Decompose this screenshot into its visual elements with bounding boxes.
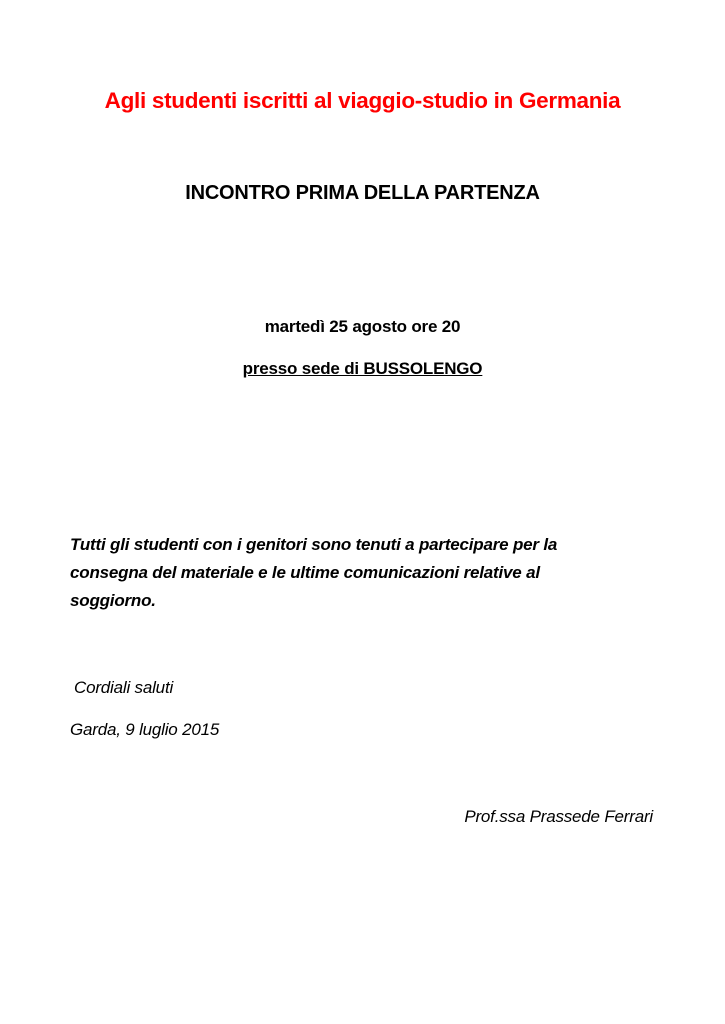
closing-greeting: Cordiali saluti — [74, 678, 174, 697]
place-and-date: Garda, 9 luglio 2015 — [70, 720, 220, 739]
notice-title: Agli studenti iscritti al viaggio-studio in Germania — [104, 88, 621, 113]
notice-subtitle: INCONTRO PRIMA DELLA PARTENZA — [185, 182, 540, 204]
notice-body: Tutti gli studenti con i genitori sono tenuti a partecipare per la consegna del materiale e le ultime comunicazioni relative al soggiorno. — [70, 535, 558, 610]
event-date: martedì 25 agosto ore 20 — [264, 317, 461, 336]
signature: Prof.ssa Prassede Ferrari — [464, 807, 653, 826]
event-location: presso sede di BUSSOLENGO — [242, 359, 483, 378]
